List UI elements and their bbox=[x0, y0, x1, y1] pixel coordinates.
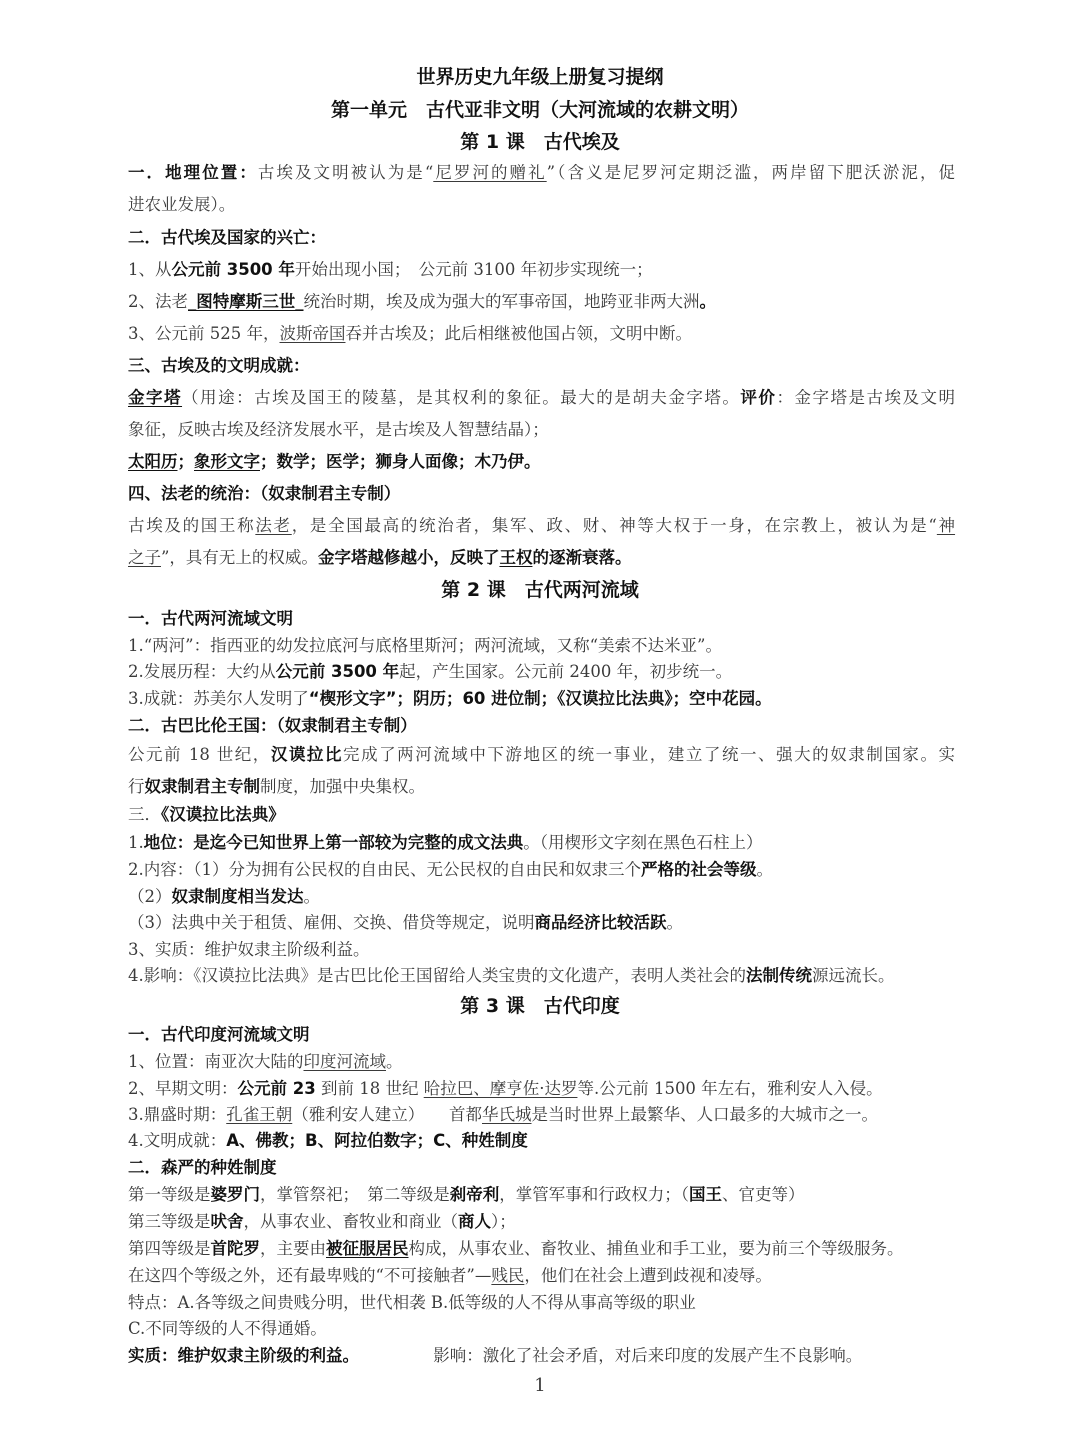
text-span: ，主要由 bbox=[260, 1239, 326, 1258]
text-line bbox=[128, 1024, 955, 1046]
document-title bbox=[0, 66, 1080, 88]
underlined-text: 华氏城 bbox=[482, 1105, 532, 1124]
text-line bbox=[128, 608, 955, 630]
text-line bbox=[128, 1211, 955, 1233]
text-line bbox=[128, 1345, 955, 1367]
text-span: 4.影响：《汉谟拉比法典》是古巴比伦王国留给人类宝贵的文化遗产，表明人类社会的 bbox=[128, 966, 746, 985]
text-span: 。（用楔形文字刻在黑色石柱上） bbox=[523, 833, 763, 852]
bold-text: 太阳历 bbox=[128, 452, 178, 471]
text-span: 3.鼎盛时期： bbox=[128, 1105, 227, 1124]
text-line bbox=[128, 1078, 955, 1100]
text-line bbox=[128, 227, 955, 249]
text-span: 2.内容：（1）分为拥有公民权的自由民、无公民权的自由民和奴隶三个 bbox=[128, 860, 641, 879]
bold-text: 婆罗门 bbox=[210, 1185, 260, 1204]
text-line bbox=[128, 1238, 955, 1260]
underlined-text: 孔雀王朝 bbox=[226, 1105, 293, 1124]
bold-text: ； bbox=[177, 452, 194, 471]
text-line bbox=[128, 1184, 955, 1206]
bold-text: 二．森严的种姓制度 bbox=[128, 1158, 277, 1177]
text-line bbox=[128, 291, 955, 313]
text-span: ”，具有无上的权威。 bbox=[161, 548, 318, 567]
bold-text: 的逐渐衰落。 bbox=[532, 548, 632, 567]
text-span: 第三等级是 bbox=[128, 1212, 211, 1231]
text-span: ，掌管军事和行政权力；（ bbox=[499, 1185, 689, 1204]
lesson-title bbox=[0, 579, 1080, 601]
text-span: C.不同等级的人不得通婚。 bbox=[128, 1319, 327, 1338]
text-line bbox=[128, 939, 955, 961]
text-span: 、官吏等） bbox=[722, 1185, 805, 1204]
text-span: 1、位置：南亚次大陆的 bbox=[128, 1052, 304, 1071]
text-span: ，是全国最高的统治者，集军、政、财、神等大权于一身，在宗教上，被认为是“ bbox=[291, 516, 937, 535]
bold-text: 法制传统 bbox=[746, 966, 812, 985]
text-span: （2） bbox=[128, 887, 172, 906]
text-line bbox=[128, 965, 955, 987]
text-line bbox=[128, 776, 955, 798]
text-span: 象征，反映古埃及经济发展水平，是古埃及人智慧结晶）； bbox=[128, 420, 549, 439]
text-span: 起，产生国家。公元前 2400 年，初步统一。 bbox=[399, 662, 733, 681]
underlined-text: 神 bbox=[936, 516, 956, 535]
text-line bbox=[128, 1265, 955, 1287]
underlined-text: 印度河流域 bbox=[303, 1052, 386, 1071]
text-span: 1. bbox=[128, 833, 144, 852]
text-line bbox=[128, 804, 955, 826]
text-span: 源远流长。 bbox=[812, 966, 895, 985]
text-span: 构成，从事农业、畜牧业、捕鱼业和手工业，要为前三个等级服务。 bbox=[408, 1239, 904, 1258]
text-span: 。 bbox=[303, 887, 320, 906]
text-line bbox=[128, 387, 955, 409]
text-line bbox=[128, 886, 955, 908]
bold-text: 金字塔越修越小，反映了 bbox=[317, 548, 500, 567]
text-span: ，他们在社会上遭到歧视和凌辱。 bbox=[524, 1266, 772, 1285]
bold-text: 奴隶制君主专制 bbox=[144, 777, 260, 796]
text-line bbox=[128, 1051, 955, 1073]
text-span: ）； bbox=[491, 1212, 516, 1231]
text-span: 等.公元前 1500 年左右，雅利安人入侵。 bbox=[577, 1079, 883, 1098]
text-span: （用途：古埃及国王的陵墓，是其权利的象征。最大的是胡夫金字塔。 bbox=[182, 388, 741, 407]
text-span: 特点：A.各等级之间贵贱分明，世代相袭 B.低等级的人不得从事高等级的职业 bbox=[128, 1293, 696, 1312]
text-line bbox=[128, 323, 955, 345]
text-line bbox=[128, 912, 955, 934]
text-span: 吞并古埃及；此后相继被他国占领，文明中断。 bbox=[345, 324, 692, 343]
text-span: 3、实质：维护奴隶主阶级利益。 bbox=[128, 940, 370, 959]
bold-text: 象形文字 bbox=[194, 452, 260, 471]
text-span: ：金字塔是古埃及文明 bbox=[776, 388, 956, 407]
text-line bbox=[128, 1157, 955, 1179]
bold-text: 三、古埃及的文明成就： bbox=[128, 356, 310, 375]
text-span: 3.成就：苏美尔人发明了 bbox=[128, 689, 309, 708]
bold-text: 金字塔 bbox=[128, 388, 183, 407]
bold-text: 第一单元 古代亚非文明（大河流域的农耕文明） bbox=[330, 99, 749, 121]
text-span: 是当时世界上最繁华、人口最多的大城市之一。 bbox=[531, 1105, 878, 1124]
text-span: 行 bbox=[128, 777, 145, 796]
text-line bbox=[128, 715, 955, 737]
text-span: （雅利安人建立） 首都 bbox=[292, 1105, 482, 1124]
bold-text: 实质：维护奴隶主阶级的利益。 bbox=[128, 1346, 351, 1365]
underlined-text: 尼罗河的赠礼 bbox=[433, 163, 547, 182]
text-span: 制度，加强中央集权。 bbox=[260, 777, 425, 796]
bold-text: 公元前 23 bbox=[237, 1079, 316, 1098]
bold-text: 被征服居民 bbox=[326, 1239, 409, 1258]
bold-text: 一．地理位置： bbox=[128, 163, 258, 182]
text-line bbox=[128, 259, 955, 281]
page-number bbox=[0, 1375, 1080, 1397]
bold-text: 二．古巴比伦王国：（奴隶制君主专制） bbox=[128, 716, 417, 735]
lesson-title bbox=[0, 995, 1080, 1017]
text-span: 第四等级是 bbox=[128, 1239, 211, 1258]
bold-text: 《汉谟拉比法典》 bbox=[161, 805, 285, 824]
text-line bbox=[128, 419, 955, 441]
text-line bbox=[128, 162, 955, 184]
underlined-text: 贱民 bbox=[491, 1266, 525, 1285]
text-span: 进农业发展）。 bbox=[128, 195, 236, 214]
underlined-text: 之子 bbox=[128, 548, 161, 567]
bold-text: 二．古代埃及国家的兴亡： bbox=[128, 228, 326, 247]
text-line bbox=[128, 1104, 955, 1126]
bold-text: 王权 bbox=[499, 548, 533, 567]
text-span: 开始出现小国； 公元前 3100 年初步实现统一； bbox=[294, 260, 653, 279]
bold-text: 商人 bbox=[458, 1212, 491, 1231]
text-span: 2.发展历程：大约从 bbox=[128, 662, 276, 681]
text-span: 。 bbox=[386, 1052, 403, 1071]
text-line bbox=[128, 688, 955, 710]
underlined-text: 哈拉巴、摩亨佐·达罗 bbox=[423, 1079, 578, 1098]
text-span: 第一等级是 bbox=[128, 1185, 211, 1204]
text-span: 影响：激化了社会矛盾，对后来印度的发展产生不良影响。 bbox=[350, 1346, 863, 1365]
bold-text: 首陀罗 bbox=[210, 1239, 260, 1258]
text-span: 1.“两河”：指西亚的幼发拉底河与底格里斯河；两河流域，又称“美索不达米亚”。 bbox=[128, 636, 722, 655]
text-line bbox=[128, 859, 955, 881]
text-span: ，掌管祭祀； 第二等级是 bbox=[260, 1185, 450, 1204]
text-line bbox=[128, 194, 955, 216]
bold-text: 汉谟拉比 bbox=[270, 745, 344, 764]
bold-text: 国王 bbox=[689, 1185, 722, 1204]
text-line bbox=[128, 515, 955, 537]
bold-text: 严格的社会等级 bbox=[641, 860, 757, 879]
bold-text: “楔形文字”；阴历；60 进位制；《汉谟拉比法典》；空中花园。 bbox=[308, 689, 772, 708]
bold-text: 第 1 课 古代埃及 bbox=[460, 131, 620, 153]
bold-text: 一．古代印度河流域文明 bbox=[128, 1025, 310, 1044]
text-span: （3）法典中关于租赁、雇佣、交换、借贷等规定，说明 bbox=[128, 913, 535, 932]
text-line bbox=[128, 1318, 955, 1340]
text-span: 4.文明成就： bbox=[128, 1131, 227, 1150]
text-span: 2、法老 bbox=[128, 292, 188, 311]
text-line bbox=[128, 1130, 955, 1152]
bold-text: 四、法老的统治：（奴隶制君主专制） bbox=[128, 484, 401, 503]
bold-text: 第 3 课 古代印度 bbox=[460, 995, 620, 1017]
text-span: 。 bbox=[666, 913, 683, 932]
text-span: 3、公元前 525 年， bbox=[128, 324, 280, 343]
text-span: 1 bbox=[534, 1375, 546, 1396]
text-span: ”（含义是尼罗河定期泛滥，两岸留下肥沃淤泥，促 bbox=[546, 163, 956, 182]
lesson-title bbox=[0, 131, 1080, 153]
bold-text: 公元前 3500 年 bbox=[275, 662, 400, 681]
text-span: 2、早期文明： bbox=[128, 1079, 238, 1098]
text-line bbox=[128, 1292, 955, 1314]
text-line bbox=[128, 355, 955, 377]
text-span: 1、从 bbox=[128, 260, 172, 279]
text-span: 统治时期，埃及成为强大的军事帝国，地跨亚非两大洲 bbox=[303, 292, 700, 311]
text-line bbox=[128, 832, 955, 854]
bold-text: 地位：是迄今已知世界上第一部较为完整的成文法典 bbox=[143, 833, 524, 852]
text-line bbox=[128, 451, 955, 473]
bold-text: 公元前 3500 年 bbox=[171, 260, 295, 279]
text-line bbox=[128, 483, 955, 505]
text-span: 古埃及的国王称 bbox=[128, 516, 256, 535]
text-line bbox=[128, 744, 955, 766]
underlined-text: 法老 bbox=[255, 516, 292, 535]
bold-text: 刹帝利 bbox=[449, 1185, 500, 1204]
text-line bbox=[128, 661, 955, 683]
text-line bbox=[128, 635, 955, 657]
text-span: ，从事农业、畜牧业和商业（ bbox=[243, 1212, 458, 1231]
text-span: 到前 18 世纪 bbox=[315, 1079, 424, 1098]
unit-title bbox=[0, 99, 1080, 121]
text-span: 。 bbox=[756, 860, 773, 879]
bold-text: 吠舍 bbox=[210, 1212, 244, 1231]
text-span: 三． bbox=[128, 805, 161, 824]
text-span: 完成了两河流域中下游地区的统一事业，建立了统一、强大的奴隶制国家。实 bbox=[343, 745, 955, 764]
underlined-text: 波斯帝国 bbox=[279, 324, 346, 343]
text-span: 公元前 18 世纪， bbox=[128, 745, 271, 764]
bold-text: 。 bbox=[699, 292, 716, 311]
bold-text: 第 2 课 古代两河流域 bbox=[441, 579, 639, 601]
bold-text: A、佛教；B、阿拉伯数字；C、种姓制度 bbox=[226, 1131, 528, 1150]
bold-text: 评价 bbox=[740, 388, 777, 407]
text-span: 在这四个等级之外，还有最卑贱的“不可接触者”— bbox=[128, 1266, 492, 1285]
bold-text: 世界历史九年级上册复习提纲 bbox=[416, 66, 664, 88]
bold-text: 奴隶制度相当发达 bbox=[171, 887, 304, 906]
bold-text: 一．古代两河流域文明 bbox=[128, 609, 293, 628]
bold-text: ；数学；医学；狮身人面像；木乃伊。 bbox=[260, 452, 541, 471]
bold-text: 商品经济比较活跃 bbox=[534, 913, 667, 932]
bold-text: _图特摩斯三世_ bbox=[188, 292, 304, 311]
text-line bbox=[128, 547, 955, 569]
text-span: 古埃及文明被认为是“ bbox=[257, 163, 434, 182]
